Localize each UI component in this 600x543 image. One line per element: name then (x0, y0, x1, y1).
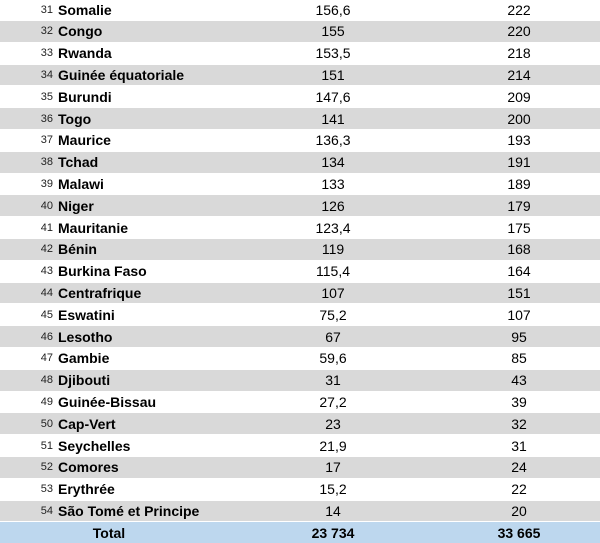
country-cell: Guinée équatoriale (58, 64, 218, 86)
country-cell: Eswatini (58, 304, 218, 326)
country-cell: Gambie (58, 347, 218, 369)
value1-cell: 136,3 (218, 129, 428, 151)
rank-cell: 43 (0, 260, 58, 282)
table-row (0, 108, 600, 130)
country-cell: Bénin (58, 238, 218, 260)
value2-cell: 175 (428, 217, 600, 239)
value2-cell: 209 (428, 86, 600, 108)
rank-cell: 37 (0, 129, 58, 151)
country-cell: Burkina Faso (58, 260, 218, 282)
value1-cell: 133 (218, 173, 428, 195)
table-row (0, 64, 600, 86)
rank-cell: 31 (0, 0, 58, 21)
value1-cell: 141 (218, 108, 428, 130)
table-row (0, 391, 600, 413)
rank-cell: 54 (0, 500, 58, 522)
country-cell: Centrafrique (58, 282, 218, 304)
country-cell: Rwanda (58, 42, 218, 64)
table-row (0, 369, 600, 391)
value1-cell: 107 (218, 282, 428, 304)
value1-cell: 17 (218, 456, 428, 478)
rank-cell: 42 (0, 238, 58, 260)
value1-cell: 119 (218, 238, 428, 260)
value1-cell: 67 (218, 326, 428, 348)
value1-cell: 27,2 (218, 391, 428, 413)
value2-cell: 39 (428, 391, 600, 413)
rank-cell: 34 (0, 64, 58, 86)
value1-cell: 115,4 (218, 260, 428, 282)
table-row (0, 500, 600, 522)
value2-cell: 191 (428, 151, 600, 173)
value1-cell: 15,2 (218, 478, 428, 500)
total-label: Total (0, 522, 218, 543)
value2-cell: 31 (428, 435, 600, 457)
country-cell: Tchad (58, 151, 218, 173)
value1-cell: 134 (218, 151, 428, 173)
country-cell: Comores (58, 456, 218, 478)
rank-cell: 41 (0, 217, 58, 239)
country-cell: Cap-Vert (58, 413, 218, 435)
rank-cell: 49 (0, 391, 58, 413)
table-row (0, 326, 600, 348)
rank-cell: 47 (0, 347, 58, 369)
country-cell: Congo (58, 21, 218, 43)
country-cell: Seychelles (58, 435, 218, 457)
total-value1: 23 734 (218, 522, 428, 543)
rank-cell: 44 (0, 282, 58, 304)
country-cell: Mauritanie (58, 217, 218, 239)
country-cell: Maurice (58, 129, 218, 151)
rank-cell: 36 (0, 108, 58, 130)
country-cell: Somalie (58, 0, 218, 21)
rank-cell: 48 (0, 369, 58, 391)
value2-cell: 85 (428, 347, 600, 369)
value2-cell: 200 (428, 108, 600, 130)
table-row (0, 304, 600, 326)
value1-cell: 59,6 (218, 347, 428, 369)
rank-cell: 35 (0, 86, 58, 108)
country-cell: Guinée-Bissau (58, 391, 218, 413)
value2-cell: 32 (428, 413, 600, 435)
table-row (0, 173, 600, 195)
table-row (0, 260, 600, 282)
value2-cell: 214 (428, 64, 600, 86)
value2-cell: 218 (428, 42, 600, 64)
value2-cell: 107 (428, 304, 600, 326)
value1-cell: 147,6 (218, 86, 428, 108)
rank-cell: 39 (0, 173, 58, 195)
table-row (0, 0, 600, 21)
value2-cell: 22 (428, 478, 600, 500)
value1-cell: 21,9 (218, 435, 428, 457)
value1-cell: 31 (218, 369, 428, 391)
country-cell: Erythrée (58, 478, 218, 500)
rank-cell: 40 (0, 195, 58, 217)
table-row (0, 413, 600, 435)
table-row (0, 282, 600, 304)
value2-cell: 222 (428, 0, 600, 21)
rank-cell: 50 (0, 413, 58, 435)
table-row (0, 478, 600, 500)
table-row (0, 456, 600, 478)
total-row (0, 522, 600, 543)
value2-cell: 20 (428, 500, 600, 522)
country-cell: Burundi (58, 86, 218, 108)
rank-cell: 53 (0, 478, 58, 500)
country-cell: Malawi (58, 173, 218, 195)
value1-cell: 123,4 (218, 217, 428, 239)
value1-cell: 126 (218, 195, 428, 217)
value1-cell: 75,2 (218, 304, 428, 326)
table-row (0, 129, 600, 151)
total-value2: 33 665 (428, 522, 600, 543)
value2-cell: 220 (428, 21, 600, 43)
country-cell: Lesotho (58, 326, 218, 348)
value1-cell: 14 (218, 500, 428, 522)
value1-cell: 155 (218, 21, 428, 43)
value1-cell: 23 (218, 413, 428, 435)
rank-cell: 46 (0, 326, 58, 348)
table-row (0, 217, 600, 239)
table-row (0, 21, 600, 43)
value2-cell: 179 (428, 195, 600, 217)
country-cell: Djibouti (58, 369, 218, 391)
value1-cell: 153,5 (218, 42, 428, 64)
value1-cell: 151 (218, 64, 428, 86)
value2-cell: 168 (428, 238, 600, 260)
rank-cell: 51 (0, 435, 58, 457)
table-row (0, 347, 600, 369)
country-cell: Niger (58, 195, 218, 217)
value2-cell: 43 (428, 369, 600, 391)
country-cell: São Tomé et Principe (58, 500, 218, 522)
value2-cell: 24 (428, 456, 600, 478)
table-row (0, 42, 600, 64)
value2-cell: 164 (428, 260, 600, 282)
rank-cell: 52 (0, 456, 58, 478)
country-cell: Togo (58, 108, 218, 130)
rank-cell: 33 (0, 42, 58, 64)
rank-cell: 45 (0, 304, 58, 326)
table-row (0, 238, 600, 260)
value1-cell: 156,6 (218, 0, 428, 21)
rank-cell: 32 (0, 21, 58, 43)
table-row (0, 151, 600, 173)
rank-cell: 38 (0, 151, 58, 173)
table-row (0, 86, 600, 108)
value2-cell: 193 (428, 129, 600, 151)
table-row (0, 195, 600, 217)
value2-cell: 151 (428, 282, 600, 304)
table-row (0, 435, 600, 457)
value2-cell: 95 (428, 326, 600, 348)
value2-cell: 189 (428, 173, 600, 195)
